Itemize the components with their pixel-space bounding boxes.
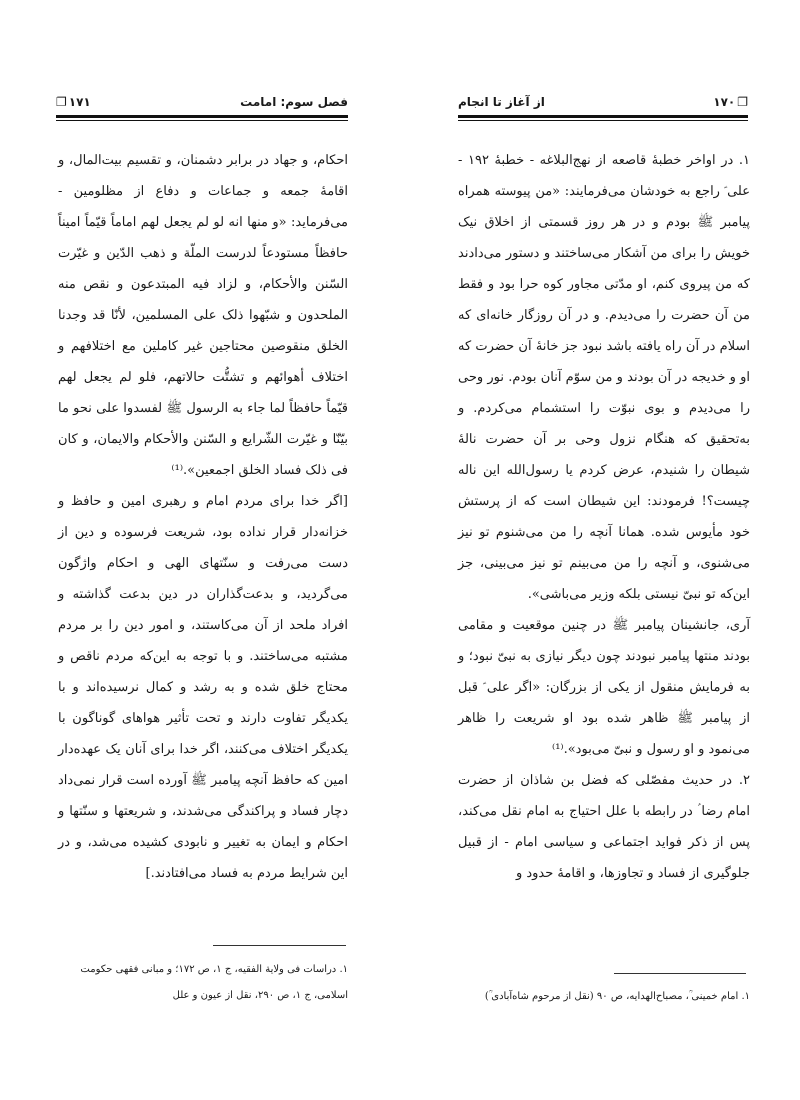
footnote: ۱. امام خمینی ؒ، مصباح‌الهدایه، ص ۹۰ (نقل از مرحوم شاه‌آبادی ؒ): [484, 991, 750, 1002]
paragraph: [اگر خدا برای مردم امام و رهبری امین و حافظ و خزانه‌دار قرار نداده بود، شریعت فرسوده و دین از دست می‌رفت و سنّتهای الهی و احکام واژگون می‌گردید، و بدعت‌گذاران در دین بدعت گذاشته و افراد ملحد از آن می‌کاستند، و امور دین را بر مردم مشتبه می‌ساختند. و با توجه به این‌که مردم ناقص و محتاج خلق شده و به رشد و کمال نرسیده‌اند و با یکدیگر تفاوت دارند و تحت تأثیر هواهای گوناگون با یکدیگر اختلاف می‌کنند، اگر خدا برای آنان یک عهده‌دار امین که حافظ آنچه پیامبر ﷺ آورده است قرار نمی‌داد دچار فساد و پراکندگی می‌شدند، و شریعتها و سنّتها و احکام و ایمان به تغییر و نابودی کشیده می‌شد، و در این شرایط مردم به فساد می‌افتادند.]: [58, 494, 348, 881]
page-number: ۱۷۰: [713, 95, 736, 109]
page-number: ۱۷۱: [68, 95, 91, 109]
footnote-separator: [213, 945, 346, 946]
page-box-icon: ❐: [737, 95, 748, 109]
page-header: [56, 90, 348, 114]
page-number-group: [56, 95, 91, 109]
paragraph: آری، جانشینان پیامبر ﷺ در چنین موقعیت و مقامی بودند منتها پیامبر نبودند چون دیگر نیازی به نبیّ نبود؛ و به فرمایش منقول از یکی از بزرگان: «اگر علی ؑ قبل از پیامبر ﷺ ظاهر شده بود او شریعت را ظاهر می‌نمود و او رسول و نبیّ می‌بود».⁽¹⁾: [458, 618, 750, 757]
page-header: [458, 90, 748, 114]
paragraph: ۲. در حدیث مفصّلی که فضل بن شاذان از حضرت امام رضا ؑ در رابطه با علل احتیاج به امام نقل می‌کند، پس از ذکر فواید اجتماعی و سیاسی امام - از قبیل جلوگیری از فساد و تجاوزها، و اقامۀ حدود و: [458, 773, 750, 881]
page-number-group: [713, 95, 748, 109]
paragraph: ۱. در اواخر خطبۀ قاصعه از نهج‌البلاغه - خطبۀ ۱۹۲ - علی ؑ راجع به خودشان می‌فرمایند: «من پیوسته همراه پیامبر ﷺ بودم و در هر روز قسمتی از اخلاق نیک خویش را برای من آشکار می‌ساختند و دستور می‌دادند که من پیروی کنم، او مدّتی مجاور کوه حرا بود و فقط من آن حضرت را می‌دیدم. و در آن روزگار خانه‌ای که اسلام در آن راه یافته باشد نبود جز خانۀ آن حضرت که او و خدیجه در آن بودند و من سوّم آنان بودم. نور وحی را می‌دیدم و بوی نبوّت را استشمام می‌کردم. و به‌تحقیق که هنگام نزول وحی بر آن حضرت نالۀ شیطان را شنیدم، عرض کردم یا رسول‌الله این ناله چیست؟! فرمودند: این شیطان است که از پرستش خود مأیوس شده. همانا آنچه را من می‌شنوم تو نیز می‌شنوی، و آنچه را من می‌بینم تو نیز می‌بینی، جز این‌که تو نبیّ نیستی بلکه وزیر می‌باشی».: [458, 153, 751, 602]
section-title: فصل سوم: امامت: [240, 95, 348, 109]
right-page: [400, 0, 800, 1100]
header-rule: [458, 115, 748, 121]
body-text: [58, 145, 348, 889]
footnote: ۱. دراسات فی ولایة الفقیه، ج ۱، ص ۱۷۲؛ و مبانی فقهی حکومت اسلامی، ج ۱، ص ۲۹۰، نقل از عیون و علل: [80, 964, 348, 1001]
body-text: [458, 145, 750, 889]
footnote-separator: [614, 973, 746, 974]
page-box-icon: ❐: [56, 95, 67, 109]
section-title: از آغاز تا انجام: [458, 95, 545, 109]
header-rule: [56, 115, 348, 121]
paragraph: احکام، و جهاد در برابر دشمنان، و تقسیم بیت‌المال، و اقامۀ جمعه و جماعات و دفاع از مظلومین - می‌فرماید: «و منها انه لو لم یجعل لهم اماماً قیّماً امیناً حافظاً مستودعاً لدرست الملّة و ذهب الدّین و غیّرت السّنن والأحکام، و لزاد فیه المبتدعون و نقص منه الملحدون و شبّهوا ذلک علی المسلمین، لأنّا قد وجدنا الخلق منقوصین محتاجین غیر کاملین مع اختلافهم و اختلاف أهوائهم و تشتُّت حالاتهم، فلو لم یجعل لهم قیّماً حافظاً لما جاء به الرسول ﷺ لفسدوا علی نحو ما بیّنّا و غیّرت الشّرایع و السّنن والأحکام والایمان، و کان فی ذلک فساد الخلق اجمعین».⁽¹⁾: [58, 153, 348, 478]
